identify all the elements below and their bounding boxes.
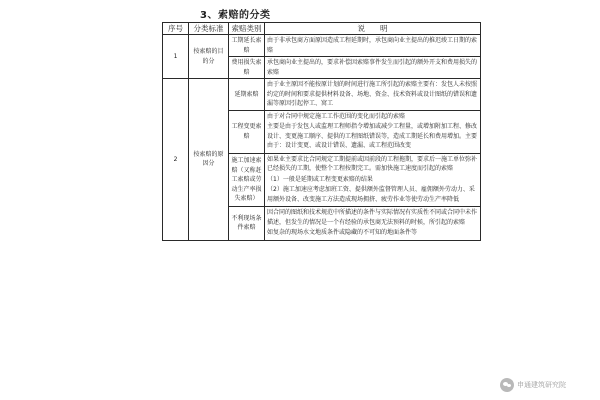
description-paragraph: 如复杂的现场水文地质条件或隐藏的不可知的地面条件等 bbox=[267, 229, 418, 236]
group-no: 2 bbox=[163, 79, 189, 241]
claim-type: 不利现场条件索赔 bbox=[229, 207, 265, 241]
claim-classification-table bbox=[162, 22, 481, 241]
watermark-text: 申通建筑研究院 bbox=[517, 381, 566, 389]
claim-description: 承包商向业主提出的，要求补偿因索赔事件发生而引起的额外开支和费用损失的索赔 bbox=[265, 57, 481, 79]
watermark bbox=[500, 378, 566, 392]
claim-description bbox=[265, 153, 481, 207]
group-classification: 按索赔的目的分 bbox=[189, 35, 229, 79]
wechat-icon bbox=[500, 378, 514, 392]
table-header-row bbox=[163, 23, 481, 35]
claim-description bbox=[265, 207, 481, 241]
table-row bbox=[163, 35, 481, 57]
claim-description bbox=[265, 110, 481, 153]
claim-type: 延期索赔 bbox=[229, 79, 265, 111]
group-no: 1 bbox=[163, 35, 189, 79]
header-classification: 分类标准 bbox=[189, 23, 229, 35]
claim-type: 费用损失索赔 bbox=[229, 57, 265, 79]
claim-type: 工期延长索赔 bbox=[229, 35, 265, 57]
description-paragraph: （1）一般是延期或工程变更索赔的结果 bbox=[267, 175, 373, 183]
description-paragraph: （2）施工加速应考虑加班工资、提供额外监督管理人员、雇佣额外劳动力、采用额外设备、改变施工方法造成现场拥挤、疲劳作业等使劳动生产率降低 bbox=[267, 186, 475, 203]
claim-description: 由于非承包商方面原因造成工程延期时，承包商向业主提出的推迟竣工日期的索赔 bbox=[265, 35, 481, 57]
header-description: 说 明 bbox=[265, 23, 481, 35]
header-type: 索赔类别 bbox=[229, 23, 265, 35]
description-paragraph: 因合同的图纸和技术规范中所描述的条件与实际情况有实质性不同或合同中未作描述，但发生的情况是一个有经验的承包商无法预料的时候，所引起的索赔 bbox=[267, 209, 478, 226]
claim-type: 工程变更索赔 bbox=[229, 110, 265, 153]
section-heading: 3、索赔的分类 bbox=[200, 10, 271, 21]
header-no: 序号 bbox=[163, 23, 189, 35]
description-paragraph: 主要是由于发包人或监理工程师指令增加或减少工程量，或增加附加工程、修改设计、变更施工顺序、提供的工程图纸错误等，造成工期延长和费用增加。主要由于：设计变更、或设计错误、遗漏、或工程范围改变 bbox=[267, 123, 478, 149]
claim-description: 由于业主原因不能按原计划的时间进行施工所引起的索赔主要有：发包人未按照约定的时间和要求提供材料设备、场地、资金、技术资料或设计图纸的错误和遗漏等原因引起停工、窝工 bbox=[265, 79, 481, 111]
table-row bbox=[163, 79, 481, 111]
group-classification: 按索赔的原因分 bbox=[189, 79, 229, 241]
claim-type: 施工加速索赔（又称赶工索赔或劳动生产率损失索赔） bbox=[229, 153, 265, 207]
description-paragraph: 由于对合同中规定施工工作范围的变化而引起的索赔 bbox=[267, 112, 406, 120]
description-paragraph: 如果业主要求比合同规定工期提前或因前段的工程拖期，要求后一施工单位弥补已经损失的工期，使整个工程按期完工。需加快施工速度而引起的索赔 bbox=[267, 155, 478, 172]
